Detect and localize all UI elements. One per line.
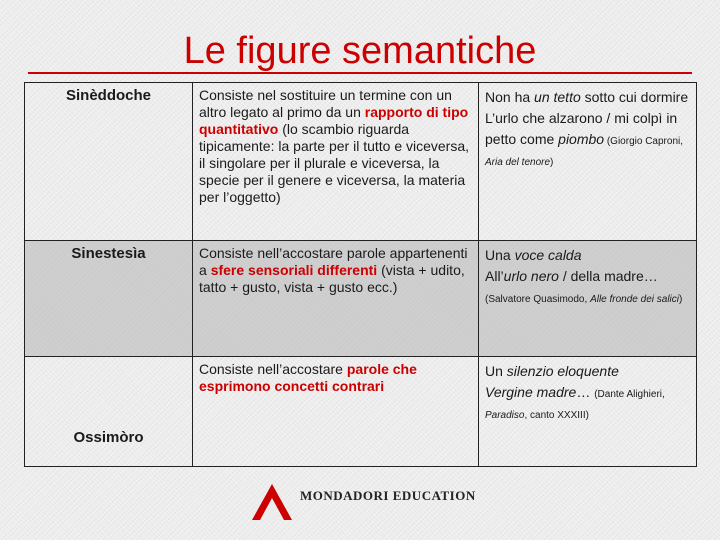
text-segment: (vista + udito, tatto + gusto, vista + gusto ecc.) [199, 262, 465, 295]
example-cell [479, 357, 697, 467]
mondadori-rose-icon [250, 482, 294, 522]
highlight-text: rapporto di tipo quantitativo [199, 104, 469, 137]
text-segment: Una [485, 247, 515, 263]
text-segment: / della madre… [558, 268, 658, 284]
title-underline [28, 72, 692, 74]
citation-text: (Dante Alighieri, [594, 389, 665, 400]
text-segment: Un [485, 363, 507, 379]
text-segment: (lo scambio riguarda tipicamente: la parte per il tutto e viceversa, il singolare per il plurale e viceversa, la specie per il genere e viceversa, la materia per l’oggetto) [199, 121, 470, 205]
text-segment: silenzio eloquente [506, 363, 619, 379]
highlight-text: sfere sensoriali differenti [210, 262, 378, 278]
publisher-logo [250, 482, 476, 522]
table-row [25, 83, 697, 241]
definition-cell [193, 357, 479, 467]
term-cell: Ossimòro [25, 357, 193, 467]
citation-text: Aria del tenore [485, 157, 551, 168]
citation-text: ) [550, 157, 554, 168]
citation-text: ) [679, 294, 683, 305]
table-row [25, 241, 697, 357]
page-title: Le figure semantiche [183, 30, 537, 72]
citation-text: Paradiso [485, 410, 525, 421]
text-segment: sotto cui dormire [580, 89, 689, 105]
text-segment: piombo [558, 131, 605, 147]
text-segment: voce calda [514, 247, 582, 263]
citation-text: (Salvatore Quasimodo, [485, 294, 591, 305]
text-segment: un tetto [534, 89, 581, 105]
text-segment: Consiste nell’accostare parole appartenenti a [199, 245, 468, 278]
text-segment: All’ [485, 268, 504, 284]
citation-text: Alle fronde dei salici [590, 294, 679, 305]
example-cell [479, 241, 697, 357]
table-row [25, 357, 697, 467]
text-segment: … [576, 384, 595, 400]
text-segment: Vergine madre [485, 384, 577, 400]
example-cell [479, 83, 697, 241]
definition-cell [193, 83, 479, 241]
term-cell: Sinèddoche [25, 83, 193, 241]
term-cell: Sinestesìa [25, 241, 193, 357]
highlight-text: parole che esprimono concetti contrari [199, 361, 417, 394]
definition-cell [193, 241, 479, 357]
publisher-name: MONDADORI EDUCATION [300, 488, 476, 503]
citation-text: (Giorgio Caproni, [604, 136, 683, 147]
text-segment: Consiste nel sostituire un termine con un altro legato al primo da un [199, 87, 452, 120]
text-segment: Non ha [485, 89, 535, 105]
text-segment: urlo nero [503, 268, 559, 284]
text-segment: L’urlo che alzarono / mi colpì in petto come [485, 110, 678, 147]
figures-table [24, 82, 697, 467]
citation-text: , canto XXXIII) [524, 410, 589, 421]
text-segment: Consiste nell’accostare [199, 361, 347, 377]
